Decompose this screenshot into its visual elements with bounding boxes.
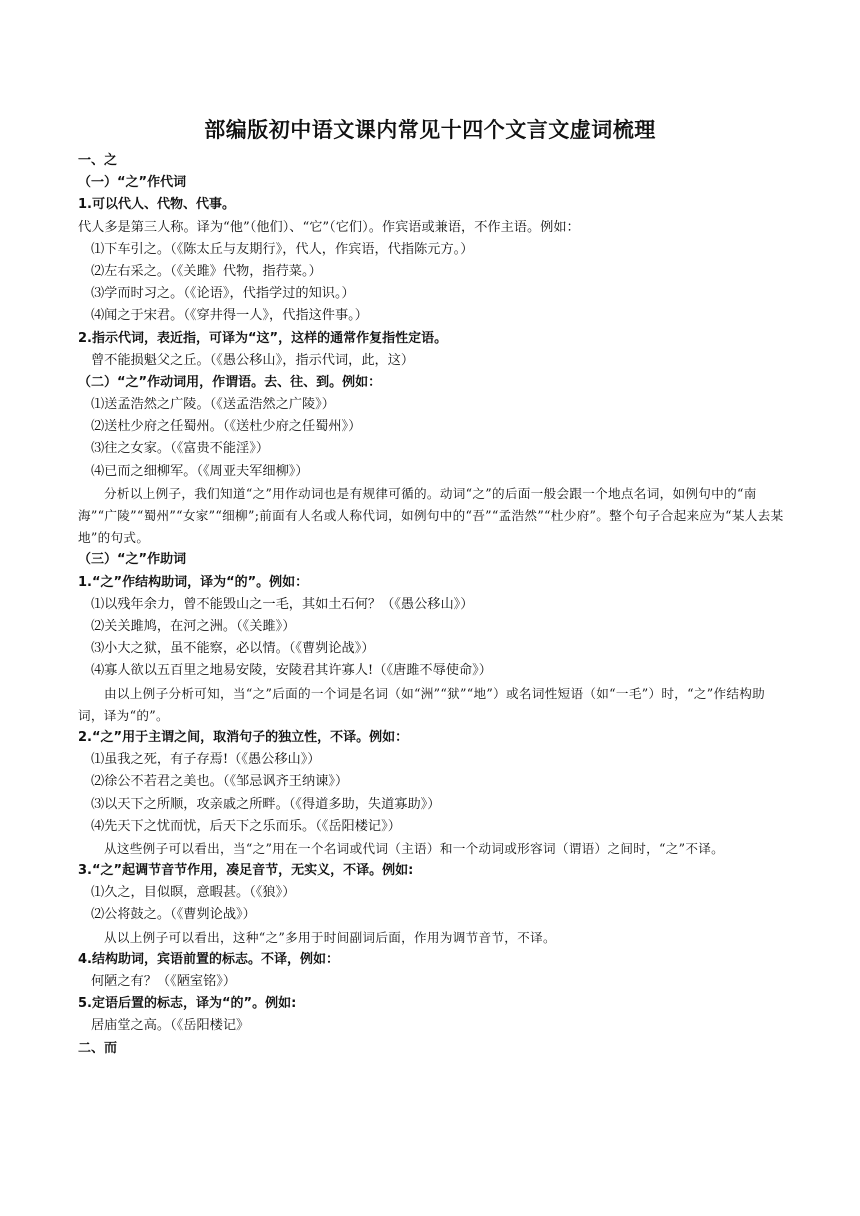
section-heading: 一、之 bbox=[78, 153, 118, 168]
example-line: ⑵公将鼓之。（《曹刿论战》） bbox=[91, 907, 256, 923]
example-line: 居庙堂之高。（《岳阳楼记》 bbox=[91, 1018, 250, 1034]
section-heading: 4.结构助词，宾语前置的标志。不译，例如： bbox=[78, 951, 339, 967]
example-line: ⑷先天下之忧而忧，后天下之乐而乐。（《岳阳楼记》） bbox=[91, 818, 401, 834]
section-heading: 2.“之”用于主谓之间，取消句子的独立性，不译。例如： bbox=[78, 729, 409, 745]
section-heading: 5.定语后置的标志，译为“的”。例如: bbox=[78, 996, 297, 1012]
analysis-paragraph: 由以上例子分析可知，当“之”后面的一个词是名词（如“洲”“狱”“地”）或名词性短语（如“一毛”）时，“之”作结构助词，译为“的”。 bbox=[78, 685, 766, 723]
example-line: 何陋之有？（《陋室铭》） bbox=[91, 974, 237, 990]
example-line: ⑶以天下之所顺，攻亲戚之所畔。（《得道多助，失道寡助》） bbox=[91, 796, 441, 812]
analysis-paragraph: 从以上例子可以看出，这种“之”多用于时间副词后面，作用为调节音节，不译。 bbox=[104, 929, 556, 945]
document-body bbox=[78, 150, 788, 1060]
example-line: ⑵送杜少府之任蜀州。（《送杜少府之任蜀州》） bbox=[91, 419, 362, 435]
section-heading: （三）“之”作助词 bbox=[78, 552, 187, 568]
section-heading: （一）“之”作代词 bbox=[78, 175, 187, 191]
section-heading: 二、而 bbox=[78, 1040, 118, 1056]
example-line: ⑵关关雎鸠，在河之洲。（《关雎》） bbox=[91, 618, 296, 634]
example-line: ⑶学而时习之。（《论语》，代指学过的知识。） bbox=[91, 286, 355, 302]
section-heading: 2.指示代词，表近指，可译为“这”，这样的通常作复指性定语。 bbox=[78, 330, 448, 346]
analysis-paragraph: 从这些例子可以看出，当“之”用在一个名词或代词（主语）和一个动词或形容词（谓语）之间时，“之”不译。 bbox=[104, 840, 725, 856]
analysis-paragraph: 分析以上例子，我们知道“之”用作动词也是有规律可循的。动词“之”的后面一般会跟一个地点名词，如例句中的“南海”“广陵”“蜀州”“女家”“细柳”;前面有人名或人称代词，如例句中的“吾”“孟浩然”“杜少府”。整个句子合起来应为“某人去某地”的句式。 bbox=[78, 485, 784, 546]
section-heading: 3.“之”起调节音节作用，凑足音节，无实义，不译。例如: bbox=[78, 863, 414, 879]
example-line: ⑴久之，目似瞑，意暇甚。（《狼》） bbox=[91, 885, 296, 901]
example-line: ⑶小大之狱，虽不能察，必以情。（《曹刿论战》） bbox=[91, 641, 375, 657]
section-heading: 1.可以代人、代物、代事。 bbox=[78, 197, 235, 213]
example-line: ⑴下车引之。（《陈太丘与友期行》，代人，作宾语，代指陈元方。） bbox=[91, 241, 474, 257]
section-heading: 1.“之”作结构助词，译为“的”。例如： bbox=[78, 574, 309, 590]
example-line: ⑷已而之细柳军。（《周亚夫军细柳》） bbox=[91, 463, 309, 479]
example-line: ⑷寡人欲以五百里之地易安陵，安陵君其许寡人!（《唐雎不辱使命》） bbox=[91, 663, 492, 679]
text-line: 代人多是第三人称。译为“他”（他们）、“它”（它们）。作宾语或兼语，不作主语。例如： bbox=[78, 219, 580, 235]
example-line: ⑴虽我之死，有子存焉!（《愚公移山》） bbox=[91, 752, 321, 768]
section-heading: （二）“之”作动词用，作谓语。去、往、到。例如： bbox=[78, 374, 382, 390]
example-line: ⑴送孟浩然之广陵。（《送孟浩然之广陵》） bbox=[91, 397, 335, 413]
example-line: ⑴以残年余力，曾不能毁山之一毛，其如土石何？（《愚公移山》） bbox=[91, 596, 474, 612]
document-title: 部编版初中语文课内常见十四个文言文虚词梳理 bbox=[204, 118, 656, 142]
example-line: ⑵徐公不若君之美也。（《邹忌讽齐王纳谏》） bbox=[91, 774, 349, 790]
example-line: 曾不能损魁父之丘。（《愚公移山》，指示代词，此，这） bbox=[91, 352, 415, 368]
example-line: ⑷闻之于宋君。（《穿井得一人》，代指这件事。） bbox=[91, 308, 368, 324]
example-line: ⑵左右采之。（《关雎》代物，指荇菜。） bbox=[91, 263, 322, 279]
example-line: ⑶往之女家。（《富贵不能淫》） bbox=[91, 441, 270, 457]
